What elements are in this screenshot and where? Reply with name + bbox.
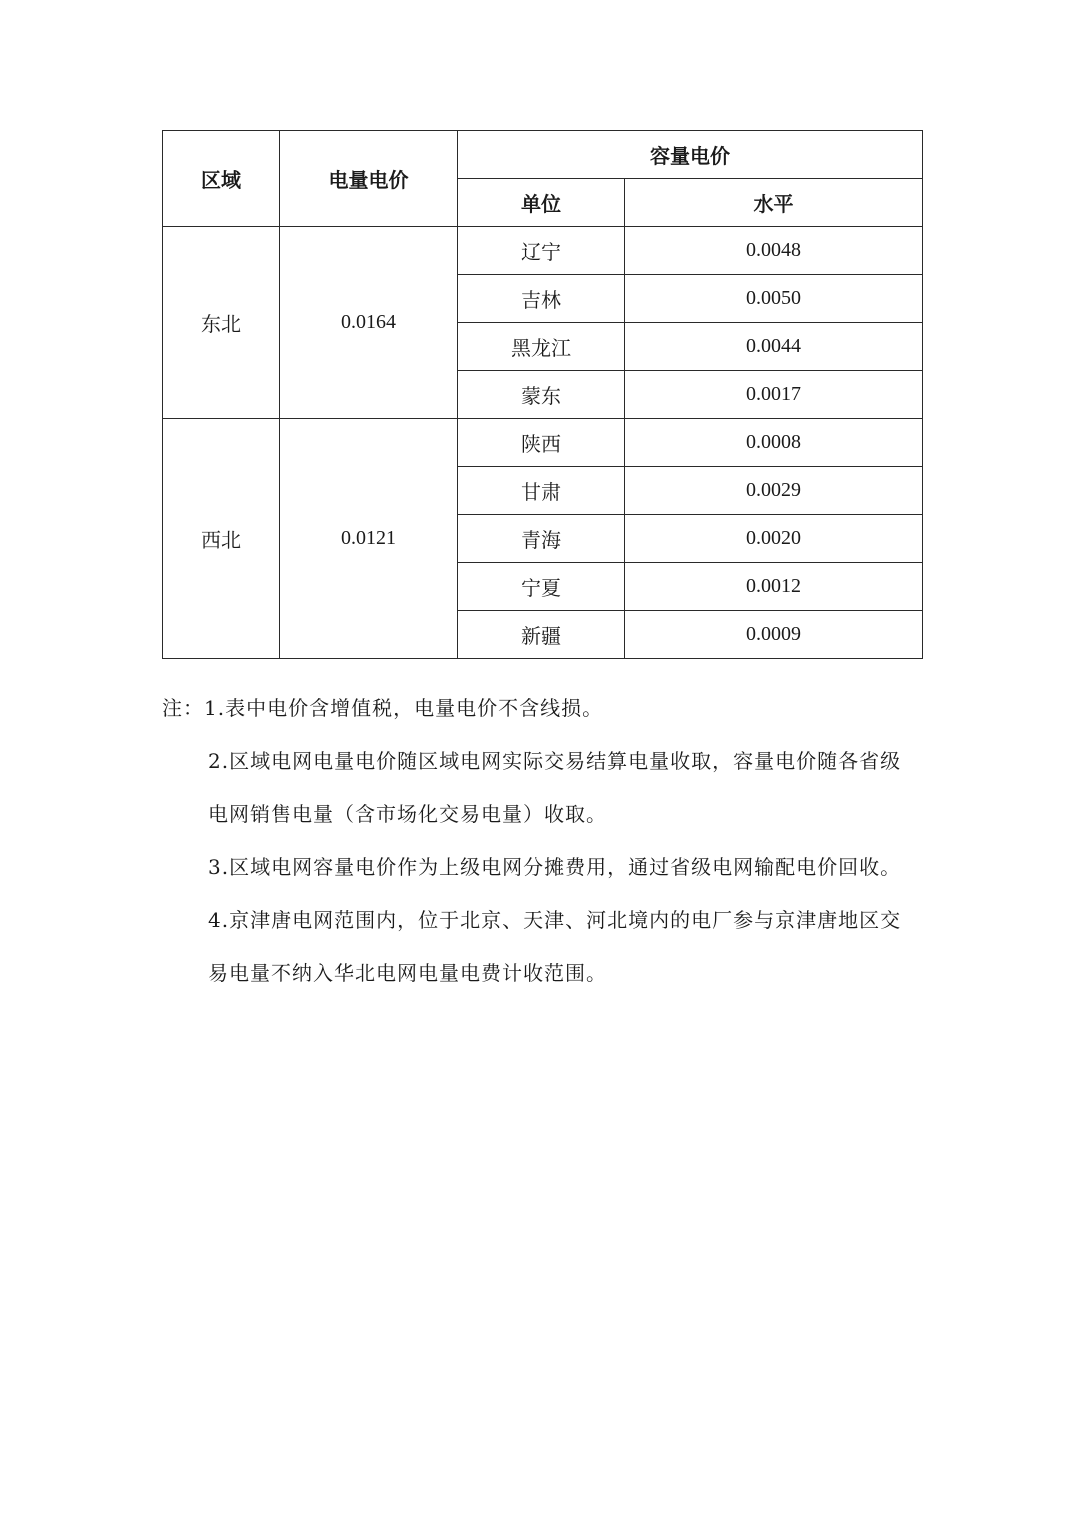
unit-cell: 辽宁 <box>458 227 625 275</box>
level-cell: 0.0050 <box>625 275 923 323</box>
header-level: 水平 <box>625 179 923 227</box>
header-row-1 <box>163 131 923 179</box>
unit-cell: 吉林 <box>458 275 625 323</box>
unit-cell: 黑龙江 <box>458 323 625 371</box>
table-row <box>163 227 923 275</box>
header-unit: 单位 <box>458 179 625 227</box>
unit-cell: 陕西 <box>458 419 625 467</box>
header-energy-price: 电量电价 <box>280 131 458 227</box>
energy-price-cell: 0.0121 <box>280 419 458 659</box>
unit-cell: 宁夏 <box>458 563 625 611</box>
level-cell: 0.0048 <box>625 227 923 275</box>
unit-cell: 新疆 <box>458 611 625 659</box>
header-region: 区域 <box>163 131 280 227</box>
note-3: 3.区域电网容量电价作为上级电网分摊费用，通过省级电网输配电价回收。 <box>208 855 902 879</box>
level-cell: 0.0020 <box>625 515 923 563</box>
level-cell: 0.0009 <box>625 611 923 659</box>
note-4-line-1: 4.京津唐电网范围内，位于北京、天津、河北境内的电厂参与京津唐地区交 <box>208 908 902 932</box>
note-2-line-1: 2.区域电网电量电价随区域电网实际交易结算电量收取，容量电价随各省级 <box>208 749 902 773</box>
unit-cell: 甘肃 <box>458 467 625 515</box>
level-cell: 0.0044 <box>625 323 923 371</box>
level-cell: 0.0008 <box>625 419 923 467</box>
header-capacity-price: 容量电价 <box>458 131 923 179</box>
level-cell: 0.0012 <box>625 563 923 611</box>
region-cell: 东北 <box>163 227 280 419</box>
price-table <box>162 130 923 659</box>
table-row <box>163 419 923 467</box>
notes-section <box>162 682 922 1000</box>
level-cell: 0.0029 <box>625 467 923 515</box>
region-cell: 西北 <box>163 419 280 659</box>
energy-price-cell: 0.0164 <box>280 227 458 419</box>
unit-cell: 青海 <box>458 515 625 563</box>
note-4-line-2: 易电量不纳入华北电网电量电费计收范围。 <box>208 961 607 985</box>
note-2-line-2: 电网销售电量（含市场化交易电量）收取。 <box>208 802 607 826</box>
level-cell: 0.0017 <box>625 371 923 419</box>
unit-cell: 蒙东 <box>458 371 625 419</box>
note-1: 注：1.表中电价含增值税，电量电价不含线损。 <box>162 696 604 720</box>
